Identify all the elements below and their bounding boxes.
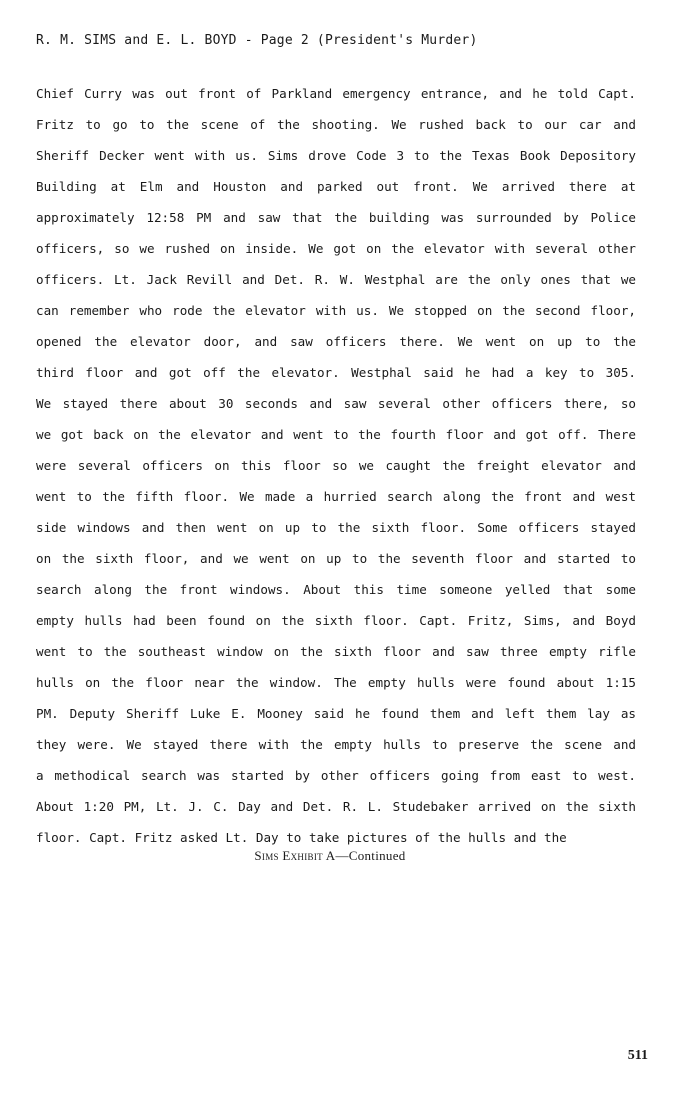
text-line: About 1:20 PM, Lt. J. C. Day and Det. R. L. Studebaker arrived on the sixth bbox=[36, 799, 636, 814]
text-line: Sheriff Decker went with us. Sims drove Code 3 to the Texas Book Depository bbox=[36, 148, 636, 163]
page-number: 511 bbox=[627, 1048, 648, 1063]
text-line: Fritz to go to the scene of the shooting. We rushed back to our car and bbox=[36, 117, 636, 132]
text-line: Building at Elm and Houston and parked out front. We arrived there at bbox=[36, 179, 636, 194]
document-body bbox=[36, 78, 636, 853]
text-line: went to the fifth floor. We made a hurried search along the front and west bbox=[36, 489, 636, 504]
text-line: PM. Deputy Sheriff Luke E. Mooney said he found them and left them lay as bbox=[36, 706, 636, 721]
exhibit-caption-continued: —Continued bbox=[335, 848, 406, 863]
text-line: can remember who rode the elevator with us. We stopped on the second floor, bbox=[36, 303, 636, 318]
text-line: third floor and got off the elevator. Westphal said he had a key to 305. bbox=[36, 365, 636, 380]
text-line: hulls on the floor near the window. The empty hulls were found about 1:15 bbox=[36, 675, 636, 690]
text-line: search along the front windows. About this time someone yelled that some bbox=[36, 582, 636, 597]
text-line: Chief Curry was out front of Parkland emergency entrance, and he told Capt. bbox=[36, 86, 636, 101]
text-line: We stayed there about 30 seconds and saw several other officers there, so bbox=[36, 396, 636, 411]
exhibit-caption bbox=[0, 848, 660, 864]
exhibit-caption-label: Sims Exhibit A bbox=[254, 848, 336, 863]
text-line: went to the southeast window on the sixth floor and saw three empty rifle bbox=[36, 644, 636, 659]
text-line: officers, so we rushed on inside. We got on the elevator with several other bbox=[36, 241, 636, 256]
text-line: were several officers on this floor so we caught the freight elevator and bbox=[36, 458, 636, 473]
text-line: approximately 12:58 PM and saw that the building was surrounded by Police bbox=[36, 210, 636, 225]
text-line: floor. Capt. Fritz asked Lt. Day to take pictures of the hulls and the bbox=[36, 830, 567, 845]
text-line: we got back on the elevator and went to the fourth floor and got off. There bbox=[36, 427, 636, 442]
text-line: empty hulls had been found on the sixth floor. Capt. Fritz, Sims, and Boyd bbox=[36, 613, 636, 628]
document-header: R. M. SIMS and E. L. BOYD - Page 2 (President's Murder) bbox=[36, 33, 478, 48]
text-line: side windows and then went on up to the sixth floor. Some officers stayed bbox=[36, 520, 636, 535]
text-line: they were. We stayed there with the empty hulls to preserve the scene and bbox=[36, 737, 636, 752]
text-line: on the sixth floor, and we went on up to the seventh floor and started to bbox=[36, 551, 636, 566]
text-line: officers. Lt. Jack Revill and Det. R. W. Westphal are the only ones that we bbox=[36, 272, 636, 287]
text-line: a methodical search was started by other officers going from east to west. bbox=[36, 768, 636, 783]
text-line: opened the elevator door, and saw officers there. We went on up to the bbox=[36, 334, 636, 349]
